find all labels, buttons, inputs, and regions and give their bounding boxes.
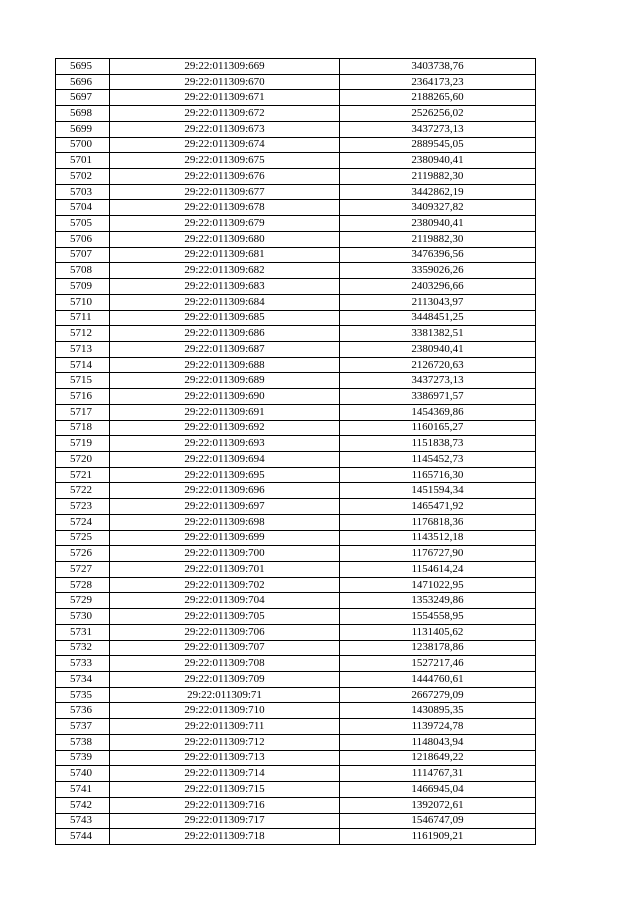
- value-cell: 1176727,90: [340, 546, 536, 562]
- table-row: [56, 216, 536, 232]
- row-number-cell: 5702: [56, 169, 110, 185]
- value-cell: 1471022,95: [340, 577, 536, 593]
- cadastral-number-cell: 29:22:011309:682: [110, 263, 340, 279]
- table-row: [56, 750, 536, 766]
- table-row: [56, 121, 536, 137]
- cadastral-number-cell: 29:22:011309:684: [110, 294, 340, 310]
- table-row: [56, 451, 536, 467]
- value-cell: 2380940,41: [340, 216, 536, 232]
- row-number-cell: 5742: [56, 797, 110, 813]
- table-row: [56, 74, 536, 90]
- value-cell: 1465471,92: [340, 499, 536, 515]
- value-cell: 1238178,86: [340, 640, 536, 656]
- row-number-cell: 5719: [56, 436, 110, 452]
- cadastral-number-cell: 29:22:011309:683: [110, 279, 340, 295]
- row-number-cell: 5728: [56, 577, 110, 593]
- value-cell: 2119882,30: [340, 169, 536, 185]
- cadastral-number-cell: 29:22:011309:715: [110, 782, 340, 798]
- cadastral-number-cell: 29:22:011309:711: [110, 719, 340, 735]
- row-number-cell: 5715: [56, 373, 110, 389]
- value-cell: 3381382,51: [340, 326, 536, 342]
- value-cell: 3403738,76: [340, 59, 536, 75]
- row-number-cell: 5733: [56, 656, 110, 672]
- table-row: [56, 829, 536, 845]
- row-number-cell: 5713: [56, 341, 110, 357]
- cadastral-number-cell: 29:22:011309:716: [110, 797, 340, 813]
- row-number-cell: 5737: [56, 719, 110, 735]
- table-row: [56, 341, 536, 357]
- table-row: [56, 247, 536, 263]
- row-number-cell: 5710: [56, 294, 110, 310]
- value-cell: 2403296,66: [340, 279, 536, 295]
- table-row: [56, 609, 536, 625]
- cadastral-number-cell: 29:22:011309:702: [110, 577, 340, 593]
- cadastral-number-cell: 29:22:011309:710: [110, 703, 340, 719]
- value-cell: 2113043,97: [340, 294, 536, 310]
- cadastral-number-cell: 29:22:011309:713: [110, 750, 340, 766]
- table-row: [56, 546, 536, 562]
- value-cell: 3409327,82: [340, 200, 536, 216]
- cadastral-number-cell: 29:22:011309:700: [110, 546, 340, 562]
- row-number-cell: 5730: [56, 609, 110, 625]
- cadastral-number-cell: 29:22:011309:680: [110, 231, 340, 247]
- value-cell: 3476396,56: [340, 247, 536, 263]
- table-row: [56, 106, 536, 122]
- value-cell: 1160165,27: [340, 420, 536, 436]
- table-row: [56, 137, 536, 153]
- value-cell: 1176818,36: [340, 514, 536, 530]
- cadastral-number-cell: 29:22:011309:694: [110, 451, 340, 467]
- cadastral-number-cell: 29:22:011309:706: [110, 624, 340, 640]
- row-number-cell: 5716: [56, 389, 110, 405]
- value-cell: 1353249,86: [340, 593, 536, 609]
- value-cell: 1454369,86: [340, 404, 536, 420]
- table-row: [56, 279, 536, 295]
- row-number-cell: 5726: [56, 546, 110, 562]
- table-row: [56, 797, 536, 813]
- cadastral-number-cell: 29:22:011309:677: [110, 184, 340, 200]
- value-cell: 2126720,63: [340, 357, 536, 373]
- cadastral-number-cell: 29:22:011309:676: [110, 169, 340, 185]
- cadastral-number-cell: 29:22:011309:681: [110, 247, 340, 263]
- table-row: [56, 687, 536, 703]
- value-cell: 2526256,02: [340, 106, 536, 122]
- value-cell: 1451594,34: [340, 483, 536, 499]
- value-cell: 1139724,78: [340, 719, 536, 735]
- row-number-cell: 5712: [56, 326, 110, 342]
- table-row: [56, 766, 536, 782]
- row-number-cell: 5735: [56, 687, 110, 703]
- cadastral-number-cell: 29:22:011309:679: [110, 216, 340, 232]
- row-number-cell: 5734: [56, 672, 110, 688]
- value-cell: 3448451,25: [340, 310, 536, 326]
- row-number-cell: 5739: [56, 750, 110, 766]
- table-row: [56, 184, 536, 200]
- value-cell: 1148043,94: [340, 734, 536, 750]
- row-number-cell: 5718: [56, 420, 110, 436]
- value-cell: 3437273,13: [340, 373, 536, 389]
- cadastral-number-cell: 29:22:011309:678: [110, 200, 340, 216]
- row-number-cell: 5711: [56, 310, 110, 326]
- table-row: [56, 59, 536, 75]
- table-row: [56, 782, 536, 798]
- value-cell: 2380940,41: [340, 153, 536, 169]
- value-cell: 2119882,30: [340, 231, 536, 247]
- value-cell: 2188265,60: [340, 90, 536, 106]
- row-number-cell: 5731: [56, 624, 110, 640]
- cadastral-number-cell: 29:22:011309:693: [110, 436, 340, 452]
- table-row: [56, 640, 536, 656]
- cadastral-number-cell: 29:22:011309:705: [110, 609, 340, 625]
- row-number-cell: 5720: [56, 451, 110, 467]
- row-number-cell: 5695: [56, 59, 110, 75]
- cadastral-number-cell: 29:22:011309:696: [110, 483, 340, 499]
- cadastral-number-cell: 29:22:011309:708: [110, 656, 340, 672]
- table-row: [56, 467, 536, 483]
- cadastral-number-cell: 29:22:011309:698: [110, 514, 340, 530]
- table-row: [56, 326, 536, 342]
- cadastral-number-cell: 29:22:011309:671: [110, 90, 340, 106]
- cadastral-number-cell: 29:22:011309:688: [110, 357, 340, 373]
- row-number-cell: 5729: [56, 593, 110, 609]
- table-row: [56, 373, 536, 389]
- row-number-cell: 5736: [56, 703, 110, 719]
- value-cell: 1466945,04: [340, 782, 536, 798]
- row-number-cell: 5724: [56, 514, 110, 530]
- value-cell: 3386971,57: [340, 389, 536, 405]
- table-row: [56, 404, 536, 420]
- row-number-cell: 5704: [56, 200, 110, 216]
- cadastral-number-cell: 29:22:011309:675: [110, 153, 340, 169]
- value-cell: 1143512,18: [340, 530, 536, 546]
- table-row: [56, 624, 536, 640]
- row-number-cell: 5699: [56, 121, 110, 137]
- table-row: [56, 577, 536, 593]
- row-number-cell: 5698: [56, 106, 110, 122]
- row-number-cell: 5721: [56, 467, 110, 483]
- row-number-cell: 5706: [56, 231, 110, 247]
- cadastral-number-cell: 29:22:011309:685: [110, 310, 340, 326]
- row-number-cell: 5697: [56, 90, 110, 106]
- cadastral-number-cell: 29:22:011309:670: [110, 74, 340, 90]
- row-number-cell: 5725: [56, 530, 110, 546]
- table-row: [56, 420, 536, 436]
- row-number-cell: 5741: [56, 782, 110, 798]
- row-number-cell: 5701: [56, 153, 110, 169]
- cadastral-number-cell: 29:22:011309:689: [110, 373, 340, 389]
- table-row: [56, 389, 536, 405]
- cadastral-number-cell: 29:22:011309:697: [110, 499, 340, 515]
- value-cell: 3359026,26: [340, 263, 536, 279]
- table-row: [56, 153, 536, 169]
- value-cell: 3442862,19: [340, 184, 536, 200]
- cadastral-number-cell: 29:22:011309:707: [110, 640, 340, 656]
- row-number-cell: 5707: [56, 247, 110, 263]
- cadastral-number-cell: 29:22:011309:71: [110, 687, 340, 703]
- table-row: [56, 294, 536, 310]
- table-row: [56, 483, 536, 499]
- value-cell: 1161909,21: [340, 829, 536, 845]
- table-row: [56, 530, 536, 546]
- table-body: [56, 59, 536, 845]
- value-cell: 1165716,30: [340, 467, 536, 483]
- cadastral-number-cell: 29:22:011309:718: [110, 829, 340, 845]
- table-row: [56, 310, 536, 326]
- value-cell: 1151838,73: [340, 436, 536, 452]
- row-number-cell: 5732: [56, 640, 110, 656]
- row-number-cell: 5703: [56, 184, 110, 200]
- table-row: [56, 200, 536, 216]
- row-number-cell: 5705: [56, 216, 110, 232]
- value-cell: 1114767,31: [340, 766, 536, 782]
- cadastral-number-cell: 29:22:011309:714: [110, 766, 340, 782]
- row-number-cell: 5738: [56, 734, 110, 750]
- table-row: [56, 90, 536, 106]
- row-number-cell: 5700: [56, 137, 110, 153]
- value-cell: 3437273,13: [340, 121, 536, 137]
- table-row: [56, 169, 536, 185]
- cadastral-number-cell: 29:22:011309:699: [110, 530, 340, 546]
- value-cell: 1218649,22: [340, 750, 536, 766]
- cadastral-number-cell: 29:22:011309:704: [110, 593, 340, 609]
- row-number-cell: 5714: [56, 357, 110, 373]
- table-row: [56, 231, 536, 247]
- row-number-cell: 5717: [56, 404, 110, 420]
- table-row: [56, 357, 536, 373]
- cadastral-number-cell: 29:22:011309:717: [110, 813, 340, 829]
- table-row: [56, 593, 536, 609]
- table-row: [56, 499, 536, 515]
- row-number-cell: 5743: [56, 813, 110, 829]
- table-row: [56, 436, 536, 452]
- row-number-cell: 5708: [56, 263, 110, 279]
- row-number-cell: 5696: [56, 74, 110, 90]
- value-cell: 1444760,61: [340, 672, 536, 688]
- value-cell: 2667279,09: [340, 687, 536, 703]
- row-number-cell: 5744: [56, 829, 110, 845]
- table-row: [56, 703, 536, 719]
- value-cell: 1145452,73: [340, 451, 536, 467]
- row-number-cell: 5722: [56, 483, 110, 499]
- cadastral-number-cell: 29:22:011309:674: [110, 137, 340, 153]
- cadastral-number-cell: 29:22:011309:686: [110, 326, 340, 342]
- table-row: [56, 734, 536, 750]
- table-row: [56, 719, 536, 735]
- cadastral-number-cell: 29:22:011309:669: [110, 59, 340, 75]
- value-cell: 1131405,62: [340, 624, 536, 640]
- value-cell: 1154614,24: [340, 562, 536, 578]
- cadastral-number-cell: 29:22:011309:672: [110, 106, 340, 122]
- cadastral-number-cell: 29:22:011309:709: [110, 672, 340, 688]
- table-row: [56, 562, 536, 578]
- table-row: [56, 656, 536, 672]
- value-cell: 2380940,41: [340, 341, 536, 357]
- value-cell: 1430895,35: [340, 703, 536, 719]
- cadastral-number-cell: 29:22:011309:690: [110, 389, 340, 405]
- cadastral-number-cell: 29:22:011309:695: [110, 467, 340, 483]
- cadastral-number-cell: 29:22:011309:712: [110, 734, 340, 750]
- row-number-cell: 5727: [56, 562, 110, 578]
- value-cell: 1546747,09: [340, 813, 536, 829]
- cadastral-number-cell: 29:22:011309:673: [110, 121, 340, 137]
- cadastral-number-cell: 29:22:011309:691: [110, 404, 340, 420]
- value-cell: 1392072,61: [340, 797, 536, 813]
- cadastral-number-cell: 29:22:011309:692: [110, 420, 340, 436]
- value-cell: 1527217,46: [340, 656, 536, 672]
- table-row: [56, 263, 536, 279]
- cadastral-number-cell: 29:22:011309:701: [110, 562, 340, 578]
- cadastral-number-cell: 29:22:011309:687: [110, 341, 340, 357]
- table-row: [56, 813, 536, 829]
- value-cell: 2889545,05: [340, 137, 536, 153]
- row-number-cell: 5709: [56, 279, 110, 295]
- table-row: [56, 672, 536, 688]
- table-row: [56, 514, 536, 530]
- value-cell: 1554558,95: [340, 609, 536, 625]
- row-number-cell: 5740: [56, 766, 110, 782]
- row-number-cell: 5723: [56, 499, 110, 515]
- cadastral-value-table: [55, 58, 536, 845]
- value-cell: 2364173,23: [340, 74, 536, 90]
